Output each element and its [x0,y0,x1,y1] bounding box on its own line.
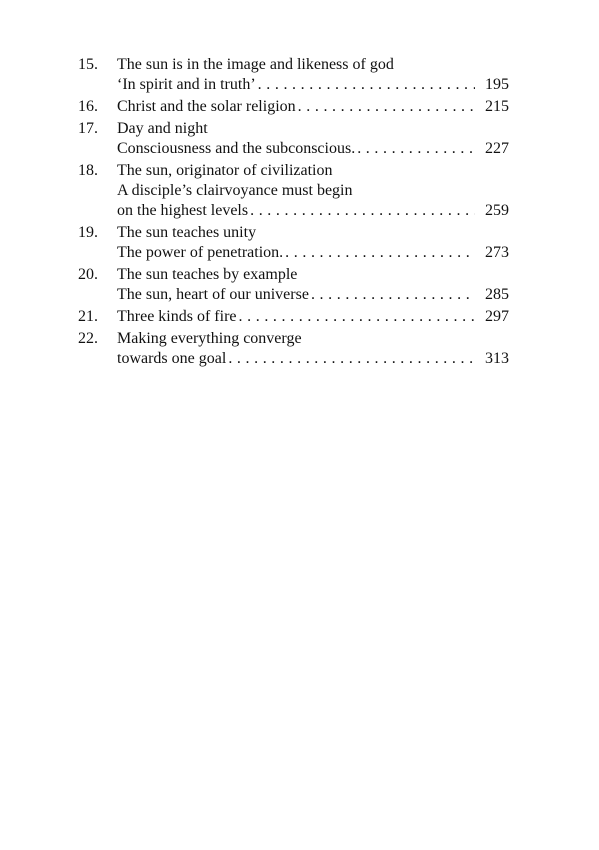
entry-title-line: on the highest levels [117,202,249,219]
dot-leader [250,201,475,221]
entry-title-line: towards one goal [117,350,227,367]
entry-body [117,55,509,95]
entry-title-line: ‘In spirit and in truth’ [117,76,256,93]
toc-entry[interactable] [78,119,509,159]
dot-leader [298,97,475,117]
page-number: 313 [485,350,509,367]
entry-number: 20. [78,266,98,283]
entry-title-line: Making everything converge [117,330,302,347]
entry-body [117,97,509,117]
table-of-contents [78,55,509,371]
entry-number: 17. [78,120,98,137]
toc-entry[interactable] [78,307,509,327]
toc-entry[interactable] [78,329,509,369]
page-number: 259 [485,202,509,219]
page-number: 215 [485,98,509,115]
entry-number: 19. [78,224,98,241]
entry-last-line [117,243,509,263]
entry-number: 16. [78,98,98,115]
dot-leader [258,75,475,95]
page-number: 195 [485,76,509,93]
toc-entry[interactable] [78,55,509,95]
entry-body [117,329,509,369]
entry-last-line [117,307,509,327]
entry-last-line [117,349,509,369]
entry-number: 18. [78,162,98,179]
toc-entry[interactable] [78,97,509,117]
entry-title-line: The sun is in the image and likeness of god [117,56,394,73]
dot-leader [239,307,475,327]
entry-last-line [117,285,509,305]
entry-title-line: The sun teaches unity [117,224,257,241]
entry-title-line: The sun teaches by example [117,266,298,283]
entry-body [117,307,509,327]
dot-leader [311,285,475,305]
dot-leader [285,243,475,263]
entry-title-line: Consciousness and the subconscious. [117,140,356,157]
entry-number: 21. [78,308,98,325]
entry-title-line: Three kinds of fire [117,308,237,325]
entry-title-line: The sun, heart of our universe [117,286,309,303]
entry-last-line [117,201,509,221]
entry-title-line: The power of penetration. [117,244,284,261]
entry-body [117,223,509,263]
entry-title-line: A disciple’s clairvoyance must begin [117,182,353,199]
entry-last-line [117,139,509,159]
entry-number: 22. [78,330,98,347]
dot-leader [228,349,475,369]
toc-entry[interactable] [78,223,509,263]
entry-body [117,119,509,159]
entry-number: 15. [78,56,98,73]
entry-title-line: Day and night [117,120,208,137]
toc-entry[interactable] [78,161,509,221]
page-number: 227 [485,140,509,157]
page-number: 273 [485,244,509,261]
entry-last-line [117,97,509,117]
page-number: 285 [485,286,509,303]
entry-title-line: The sun, originator of civilization [117,162,333,179]
entry-body [117,161,509,221]
dot-leader [357,139,475,159]
entry-body [117,265,509,305]
page-number: 297 [485,308,509,325]
entry-title-line: Christ and the solar religion [117,98,296,115]
toc-entry[interactable] [78,265,509,305]
entry-last-line [117,75,509,95]
